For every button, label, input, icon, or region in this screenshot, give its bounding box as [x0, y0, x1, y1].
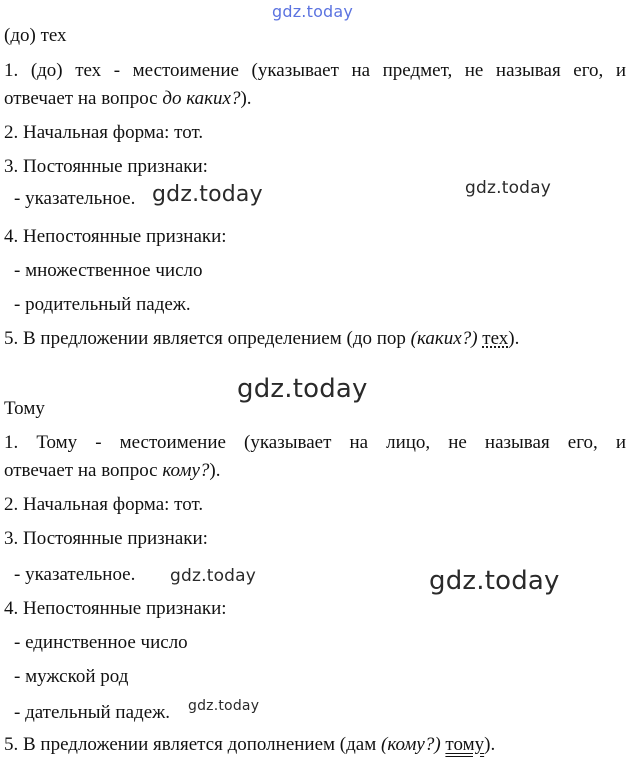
watermark: gdz.today: [465, 178, 552, 198]
section1-line-4: 4. Непостоянные признаки:: [4, 226, 227, 247]
section1-line-3: 3. Постоянные признаки:: [4, 156, 208, 177]
section2-line-4b: - мужской род: [14, 666, 129, 687]
watermark: gdz.today: [170, 566, 257, 586]
section2-heading: Тому: [4, 398, 45, 419]
section2-line-3a: - указательное.: [14, 564, 136, 585]
section2-line-4c: - дательный падеж.: [14, 702, 170, 723]
object-word: тому: [445, 734, 485, 755]
question-italic: (кому?): [381, 734, 441, 755]
watermark: gdz.today: [429, 566, 560, 596]
section1-line-2: 2. Начальная форма: тот.: [4, 122, 204, 143]
text: ).: [240, 88, 252, 109]
section1-line-4a: - множественное число: [14, 260, 203, 281]
text: ).: [508, 328, 520, 349]
section2-line-4: 4. Непостоянные признаки:: [4, 598, 227, 619]
text: 5. В предложении является определением (до пор: [4, 328, 411, 349]
section1-line-4b: - родительный падеж.: [14, 294, 191, 315]
section2-line-1a: 1. Тому - местоимение (указывает на лицо, не называя его, и: [4, 432, 626, 453]
section2-line-3: 3. Постоянные признаки:: [4, 528, 208, 549]
text: отвечает на вопрос: [4, 88, 163, 109]
watermark: gdz.today: [152, 182, 263, 207]
defined-word: тех: [482, 328, 509, 349]
section2-line-1b: [4, 460, 220, 482]
section1-line-3a: - указательное.: [14, 188, 136, 209]
question-italic: до каких?: [162, 88, 241, 109]
section1-line-1b: [4, 88, 252, 110]
text: ).: [484, 734, 496, 755]
section1-line-5: [4, 328, 519, 350]
section1-heading: (до) тех: [4, 25, 67, 46]
watermark: gdz.today: [237, 374, 368, 404]
section2-line-4a: - единственное число: [14, 632, 188, 653]
watermark: gdz.today: [188, 698, 260, 714]
text: ).: [209, 460, 221, 481]
question-italic: (каких?): [410, 328, 478, 349]
question-italic: кому?: [162, 460, 210, 481]
text: отвечает на вопрос: [4, 460, 163, 481]
text: 5. В предложении является дополнением (дам: [4, 734, 381, 755]
section2-line-5: [4, 734, 495, 756]
section1-line-1a: 1. (до) тех - местоимение (указывает на предмет, не называя его, и: [4, 60, 626, 81]
section2-line-2: 2. Начальная форма: тот.: [4, 494, 204, 515]
watermark-top: gdz.today: [272, 2, 354, 21]
